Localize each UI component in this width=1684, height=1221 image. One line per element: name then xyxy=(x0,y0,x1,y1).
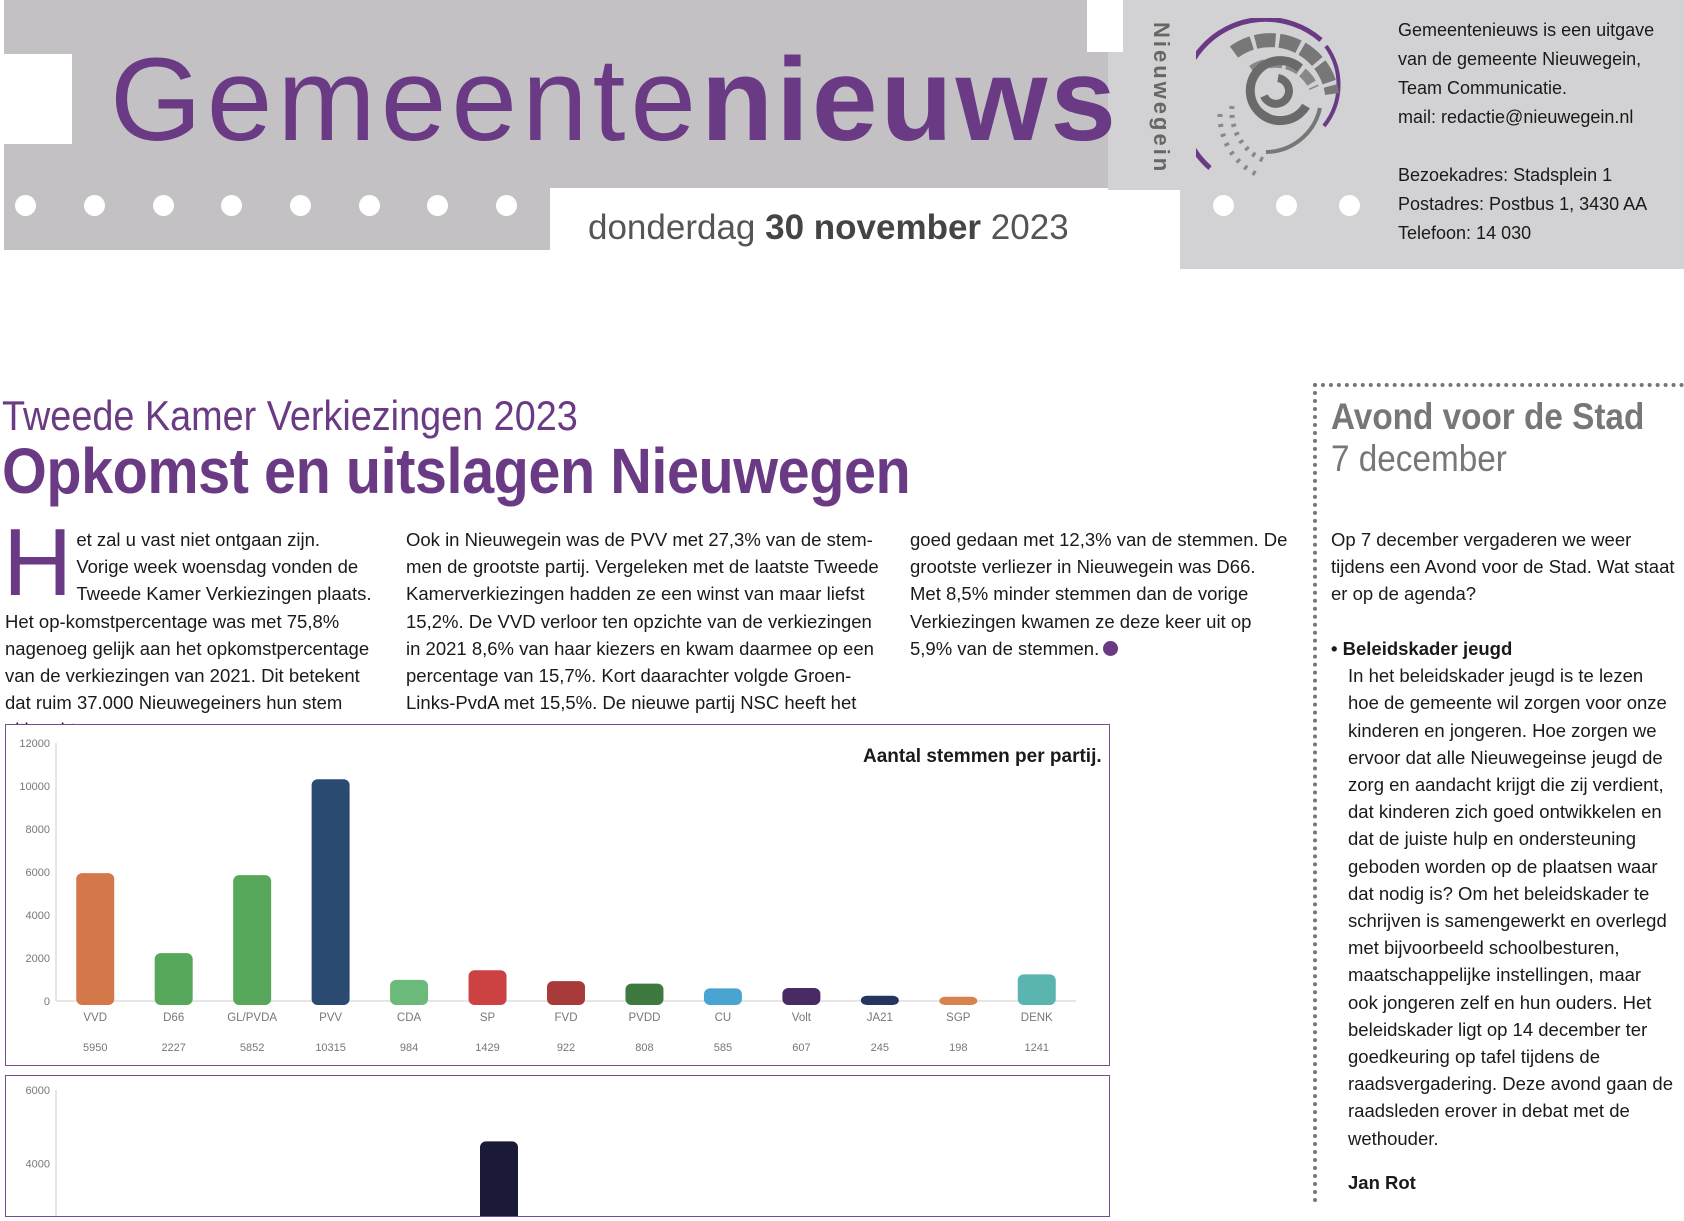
article-column-3 xyxy=(910,526,1290,662)
decor-dot xyxy=(427,195,448,216)
decor-dot xyxy=(15,195,36,216)
bar-pvv xyxy=(312,779,350,1005)
colophon-line: Bezoekadres: Stadsplein 1 xyxy=(1398,165,1613,185)
bar xyxy=(312,779,350,1005)
x-tick-label: PVV xyxy=(319,1012,343,1024)
article-column-1-text: et zal u vast niet ontgaan zijn. Vorige week woensdag vonden de Tweede Kamer Verkiezingen plaats. Het op-komstpercentage was met 75,8% nagenoeg gelijk aan het opkomstpercentage van de verkiezingen van 2021. Dit betekent dat ruim 37.000 Nieuwegeiners hun stem xyxy=(5,529,372,714)
bar xyxy=(625,984,663,1005)
sidebar-border-left xyxy=(1313,383,1317,1203)
masthead-notch-left xyxy=(4,54,72,144)
issue-date: donderdag 30 november 2023 xyxy=(588,208,1069,247)
bar-sgp xyxy=(939,997,977,1005)
nieuwegein-logo-icon xyxy=(1196,18,1342,186)
decor-dot xyxy=(84,195,105,216)
y-tick-label: 10000 xyxy=(19,781,50,793)
colophon-line: van de gemeente Nieuwegein, xyxy=(1398,49,1642,69)
decor-dot xyxy=(359,195,380,216)
value-label: 5950 xyxy=(82,1042,108,1054)
bar xyxy=(1018,974,1056,1005)
x-tick-label: JA21 xyxy=(866,1012,893,1024)
article-column-3-text: goed gedaan met 12,3% van de stemmen. De grootste verliezer in Nieuwegein was D66. Met 8,5% minder stemmen dan de vorige Verkiezingen kwamen ze deze keer uit op 5,9% van de stemmen. xyxy=(910,529,1288,659)
bar-vvd xyxy=(76,873,114,1005)
decor-dot xyxy=(153,195,174,216)
bar xyxy=(469,970,507,1005)
bar-ja21 xyxy=(861,996,899,1005)
x-tick-label: CU xyxy=(714,1012,732,1024)
bar xyxy=(704,988,742,1005)
agenda-item-beleidskader-jeugd xyxy=(1331,635,1676,1152)
article-headline: Opkomst en uitslagen Nieuwegen xyxy=(2,435,911,507)
bar xyxy=(939,997,977,1005)
bar xyxy=(782,988,820,1005)
colophon-line: Gemeentenieuws is een uitgave xyxy=(1398,20,1655,40)
sidebar-date: 7 december xyxy=(1331,438,1507,479)
y-tick-label: 8000 xyxy=(25,824,50,836)
x-tick-label: VVD xyxy=(83,1012,108,1024)
value-label: 922 xyxy=(556,1042,576,1054)
y-tick-label: 2000 xyxy=(25,953,50,965)
colophon xyxy=(1398,16,1678,248)
agenda-item-next-heading: Jan Rot xyxy=(1348,1172,1416,1193)
votes-bar-chart xyxy=(6,725,1109,1065)
bar xyxy=(233,875,271,1005)
article-kicker: Tweede Kamer Verkiezingen 2023 xyxy=(2,392,578,439)
y-tick-label: 6000 xyxy=(25,867,50,879)
value-label: 607 xyxy=(792,1042,811,1054)
decor-dot xyxy=(221,195,242,216)
bar-d66 xyxy=(155,953,193,1005)
agenda-item-body: In het beleidskader jeugd is te lezen hoe de gemeente wil zorgen voor onze kinderen en jongeren. Hoe zorgen we ervoor dat alle Nieuwegeinse jeugd de zorg en aandacht krijgt die zij verdient, dat kinderen zich goed ontwikkelen en dat de juiste hulp en ondersteuning geboden worden op de plaatsen waar dat nodig is? Om het beleidskader te schrijven is samengewerkt en overlegd met bijvoorbeeld schoolbesturen, maatschappelijke instellingen, maar ook jongeren zelf en hun ouders. Het beleidskader ligt op 14 december ter goedkeuring op tafel tijdens de raadsvergadering. Deze avond gaan de raadsleden erover in debat met de wethouder. xyxy=(1348,665,1674,1149)
drop-cap: H xyxy=(3,509,73,616)
decor-dot xyxy=(290,195,311,216)
end-of-article-dot xyxy=(1103,641,1118,656)
bar xyxy=(76,873,114,1005)
bar xyxy=(861,996,899,1005)
bar-fvd xyxy=(547,981,585,1005)
decor-dot xyxy=(1339,195,1360,216)
x-tick-label: FVD xyxy=(554,1012,578,1024)
bar-sp xyxy=(469,970,507,1005)
y-tick-label: 6000 xyxy=(25,1085,50,1097)
y-tick-label: 0 xyxy=(43,996,50,1008)
x-tick-label: GL/PVDA xyxy=(227,1012,278,1024)
bar-volt xyxy=(782,988,820,1005)
decor-dot xyxy=(1276,195,1297,216)
x-tick-label: CDA xyxy=(396,1012,422,1024)
bar-denk xyxy=(1018,974,1056,1005)
value-label: 585 xyxy=(713,1042,733,1054)
newspaper-title: Gemeentenieuws xyxy=(110,34,1119,166)
value-label: 198 xyxy=(949,1042,968,1054)
second-bar-chart xyxy=(6,1076,1109,1216)
article-column-1 xyxy=(3,509,377,744)
bar xyxy=(390,980,428,1005)
colophon-line: Team Communicatie. xyxy=(1398,78,1568,98)
value-label: 984 xyxy=(399,1042,419,1054)
colophon-line: Postadres: Postbus 1, 3430 AA xyxy=(1398,194,1648,214)
value-label: 1429 xyxy=(475,1042,500,1054)
bar-gl-pvda xyxy=(233,875,271,1005)
second-chart-frame xyxy=(5,1075,1110,1217)
sidebar-title: Avond voor de Stad xyxy=(1331,396,1645,437)
municipality-vertical-label: Nieuwegein xyxy=(1149,22,1174,175)
decor-dot xyxy=(496,195,517,216)
x-tick-label: DENK xyxy=(1020,1012,1053,1024)
votes-chart-frame xyxy=(5,724,1110,1066)
sidebar-intro: Op 7 december vergaderen we weer tijdens een Avond voor de Stad. Wat staat er op de agenda? xyxy=(1331,529,1675,605)
colophon-line: Telefoon: 14 030 xyxy=(1398,223,1532,243)
bar xyxy=(547,981,585,1005)
value-label: 1241 xyxy=(1024,1042,1050,1054)
bar-cu xyxy=(704,988,742,1005)
value-label: 5852 xyxy=(239,1042,265,1054)
agenda-item-title: Beleidskader jeugd xyxy=(1342,638,1513,659)
value-label: 10315 xyxy=(315,1042,346,1054)
agenda-item-heading: • Beleidskader jeugd xyxy=(1331,638,1513,659)
y-tick-label: 12000 xyxy=(19,738,50,750)
x-tick-label: Volt xyxy=(791,1012,811,1024)
x-tick-label: SP xyxy=(479,1012,496,1024)
sidebar-border-top xyxy=(1313,383,1684,387)
decor-dot xyxy=(1213,195,1234,216)
colophon-line: mail: redactie@nieuwegein.nl xyxy=(1398,107,1634,127)
bar xyxy=(155,953,193,1005)
article-column-2: Ook in Nieuwegein was de PVV met 27,3% van de stem-men de grootste partij. Vergeleken met de laatste Tweede Kamerverkiezingen hadden ze een winst van maar liefst 15,2%. De VVD verloor ten opzichte van de verkiezingen in 2021 8,6% van haar kiezers en kwam daarmee op een percentage van 15,7%. Kort daarachter volgde Groen-Links-PvdA met 15,5%. De nieuwe partij NSC heeft het xyxy=(406,529,879,714)
value-label: 808 xyxy=(635,1042,654,1054)
value-label: 2227 xyxy=(161,1042,186,1054)
y-tick-label: 4000 xyxy=(25,1158,50,1171)
chart-title: Aantal stemmen per partij. xyxy=(863,746,1102,767)
bar-pvdd xyxy=(625,984,663,1005)
bar-cda xyxy=(390,980,428,1005)
x-tick-label: SGP xyxy=(946,1012,971,1024)
colophon-spacer xyxy=(1398,132,1678,161)
y-tick-label: 4000 xyxy=(25,910,50,922)
x-tick-label: D66 xyxy=(163,1012,185,1024)
value-label: 245 xyxy=(870,1042,890,1054)
bar xyxy=(480,1141,518,1216)
x-tick-label: PVDD xyxy=(628,1012,661,1024)
